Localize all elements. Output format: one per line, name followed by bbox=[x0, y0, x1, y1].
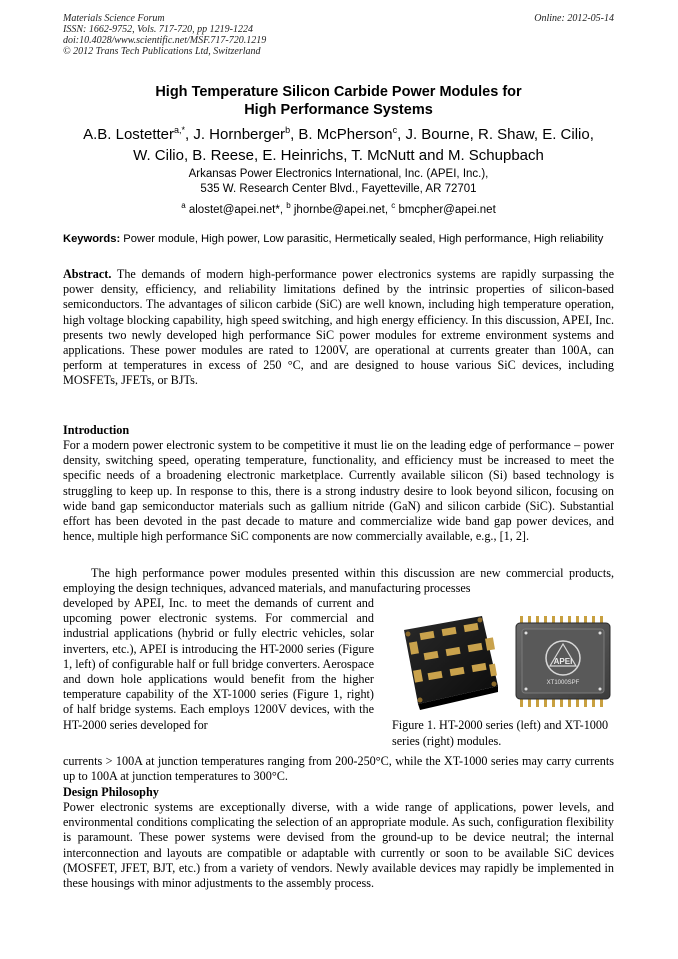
author-names: , J. Bourne, R. Shaw, E. Cilio, bbox=[397, 126, 594, 143]
author-sup: a,* bbox=[174, 125, 186, 135]
affiliation-line2: 535 W. Research Center Blvd., Fayetteville, AR 72701 bbox=[200, 183, 477, 195]
abstract-text: The demands of modern high-performance power electronics systems are rapidly surpassing the power density, efficiency, and reliability limitations defined by the intrinsic properties of silicon-based semiconductors. The advantages of silicon carbide (SiC) are well known, including high temperature operation, high voltage blocking capability, high speed switching, and high energy efficiency. In this discussion, APEI, Inc. presents two newly developed high performance SiC power modules for extreme environment systems and applications. These power modules are rated to 1200V, are operational at currents greater than 100A, can perform at temperatures in excess of 250 °C, and are designed to house various SiC devices, including MOSFETs, JFETs, or BJTs. bbox=[63, 267, 614, 388]
author-sup: c bbox=[392, 125, 398, 135]
design-philosophy-paragraph: Power electronic systems are exceptionally diverse, with a wide range of applications, power levels, and environmental conditions complicating the selection of an appropriate module. As such, configuration flexibility is paramount. These power systems were devised from the ground-up to be device neutral; the internal interconnection and layouts are compatible or adaptable with currently or soon to be available SiC devices (MOSFET, JFET, BJT, etc.) from a variety of vendors. Newly available devices may rapidly be implemented in these housings with minor adjustments to the assembly process. bbox=[63, 800, 614, 891]
keywords-text: Power module, High power, Low parasitic, Hermetically sealed, High performance, High reliability bbox=[120, 233, 604, 245]
journal-issn: ISSN: 1662-9752, Vols. 717-720, pp 1219-1224 bbox=[63, 24, 253, 35]
author-emails bbox=[63, 203, 614, 218]
email-sup: b bbox=[286, 201, 291, 210]
author-line1 bbox=[63, 124, 614, 145]
xt1000-module-photo bbox=[514, 614, 614, 710]
email-sup: a bbox=[181, 201, 186, 210]
journal-copyright: © 2012 Trans Tech Publications Ltd, Switzerland bbox=[63, 46, 261, 57]
apei-logo-text: APEI bbox=[553, 657, 573, 666]
introduction-paragraph-2-wrapped: developed by APEI, Inc. to meet the demands of current and upcoming power electronic systems. For commercial and industrial applications (hybrid or fully electric vehicles, solar inverters, etc.), APEI is introducing the HT-2000 series (Figure 1, left) of configurable half or full bridge converters. Aerospace and down hole applications would benefit from the higher temperature capability of the XT-1000 series (Figure 1, right) of half bridge systems. Each employs 1200V devices, with the HT-2000 series developed for bbox=[63, 596, 374, 732]
paper-title-line1: High Temperature Silicon Carbide Power Modules for bbox=[155, 84, 522, 100]
keywords-label: Keywords: bbox=[63, 233, 121, 245]
email-link[interactable]: alostet@apei.net*, bbox=[188, 204, 287, 216]
ht2000-module-photo bbox=[390, 612, 502, 712]
introduction-paragraph-1: For a modern power electronic system to be competitive it must lie on the leading edge of performance – power density, switching speed, operating temperature, functionality, and efficiency must be increased to meet the specific needs of a broadening electronic marketplace. Currently available silicon (Si) based technology is struggling to keep up. In response to this, there is a strong industry desire to look beyond silicon, focusing on wide band gap semiconductor materials such as gallium nitride (GaN) and silicon carbide (SiC). Substantial effort has been devoted in the past decade to mature and commercialize wide band gap power devices, and hence, multiple high performance SiC components are now commercially available, e.g., [1, 2]. bbox=[63, 438, 614, 544]
introduction-paragraph-2: The high performance power modules presented within this discussion are new commercial products, employing the design techniques, advanced materials, and manufacturing processes bbox=[63, 566, 614, 596]
figure-1 bbox=[388, 608, 616, 750]
module-part-label: XT1000SPF bbox=[546, 680, 580, 686]
author-list bbox=[63, 124, 614, 166]
email-link[interactable]: bmcpher@apei.net bbox=[398, 204, 496, 216]
affiliation-line1: Arkansas Power Electronics International, Inc. (APEI, Inc.), bbox=[188, 168, 489, 180]
paper-title-line2: High Performance Systems bbox=[244, 102, 433, 118]
journal-name: Materials Science Forum bbox=[63, 13, 165, 24]
abstract-label: Abstract. bbox=[63, 267, 112, 281]
author-sup: b bbox=[285, 125, 291, 135]
design-philosophy-heading: Design Philosophy bbox=[63, 785, 159, 799]
keywords bbox=[63, 232, 614, 247]
journal-header bbox=[63, 13, 363, 57]
introduction-heading: Introduction bbox=[63, 423, 130, 437]
affiliation bbox=[63, 167, 614, 197]
figure-1-caption: Figure 1. HT-2000 series (left) and XT-1000 series (right) modules. bbox=[392, 718, 609, 748]
abstract bbox=[63, 267, 614, 389]
online-date: Online: 2012-05-14 bbox=[534, 13, 614, 24]
journal-doi: doi:10.4028/www.scientific.net/MSF.717-720.1219 bbox=[63, 35, 267, 46]
email-link[interactable]: jhornbe@apei.net, bbox=[293, 204, 392, 216]
author-name: A.B. Lostetter bbox=[83, 126, 174, 143]
paper-title bbox=[63, 83, 614, 119]
email-sup: c bbox=[391, 201, 396, 210]
introduction-paragraph-2-end: currents > 100A at junction temperatures ranging from 200-250°C, while the XT-1000 series may carry currents up to 100A at junction temperatures to 300°C. bbox=[63, 754, 614, 784]
author-line2: W. Cilio, B. Reese, E. Heinrichs, T. McNutt and M. Schupbach bbox=[133, 147, 544, 164]
author-name: , J. Hornberger bbox=[185, 126, 286, 143]
author-name: , B. McPherson bbox=[290, 126, 393, 143]
